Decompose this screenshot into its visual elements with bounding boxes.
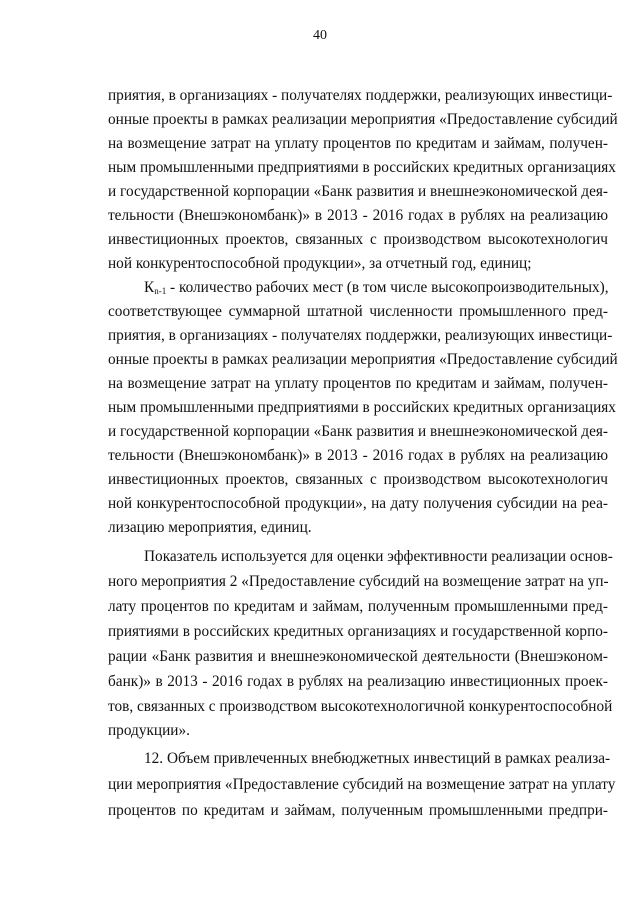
text-line: инвестиционных проектов, связанных с производством высокотехнологич (108, 231, 608, 248)
page-number: 40 (313, 28, 327, 43)
text-line: тов, связанных с производством высокотехнологичной конкурентоспособной (108, 698, 613, 715)
text-line: продукции». (108, 722, 190, 739)
text-line: и государственной корпорации «Банк развития и внешнеэкономической дея- (108, 183, 608, 200)
text-line: ной конкурентоспособной продукции», на дату получения субсидии на реа- (108, 495, 608, 512)
text-line: приятия, в организациях - получателях поддержки, реализующих инвестици- (108, 327, 613, 344)
text-line: на возмещение затрат на уплату процентов по кредитам и займам, получен- (108, 375, 608, 392)
text-line: приятия, в организациях - получателях поддержки, реализующих инвестици- (108, 87, 613, 104)
text-line: ного мероприятия 2 «Предоставление субсидий на возмещение затрат на уп- (108, 573, 609, 590)
text-line: на возмещение затрат на уплату процентов по кредитам и займам, получен- (108, 135, 608, 152)
text-line: 12. Объем привлеченных внебюджетных инвестиций в рамках реализа- (144, 750, 611, 767)
text-line: ной конкурентоспособной продукции», за отчетный год, единиц; (108, 255, 532, 272)
text-line: приятиями в российских кредитных организациях и государственной корпо- (108, 623, 608, 640)
text-line: инвестиционных проектов, связанных с производством высокотехнологич (108, 471, 608, 488)
text-line: лизацию мероприятия, единиц. (108, 519, 312, 536)
text-line: и государственной корпорации «Банк развития и внешнеэкономической дея- (108, 423, 608, 440)
text-line: банк)» в 2013 - 2016 годах в рублях на реализацию инвестиционных проек- (108, 673, 608, 690)
text-line: онные проекты в рамках реализации мероприятия «Предоставление субсидий (108, 111, 618, 128)
text-line: ным промышленными предприятиями в российских кредитных организациях (108, 159, 616, 176)
text-line: Показатель используется для оценки эффективности реализации основ- (144, 548, 613, 565)
text-line: соответствующее суммарной штатной численности промышленного пред- (108, 303, 608, 320)
text-line: тельности (Внешэкономбанк)» в 2013 - 2016 годах в рублях на реализацию (108, 447, 608, 464)
text-line: лату процентов по кредитам и займам, полученным промышленными пред- (108, 598, 608, 615)
text-line: процентов по кредитам и займам, полученным промышленными предпри- (108, 802, 608, 819)
text-line: рации «Банк развития и внешнеэкономической деятельности (Внешэконом- (108, 648, 608, 665)
text-line-with-symbol: $К_{n-1}$ - количество рабочих мест (в том числе высокопроизводительных), (144, 279, 609, 296)
text-line: тельности (Внешэкономбанк)» в 2013 - 2016 годах в рублях на реализацию (108, 207, 608, 224)
text-line: ции мероприятия «Предоставление субсидий на возмещение затрат на уплату (108, 776, 616, 793)
text-line: онные проекты в рамках реализации мероприятия «Предоставление субсидий (108, 351, 618, 368)
text-line: ным промышленными предприятиями в российских кредитных организациях (108, 399, 616, 416)
symbol-k: $К_{n-1}$ (144, 279, 167, 296)
